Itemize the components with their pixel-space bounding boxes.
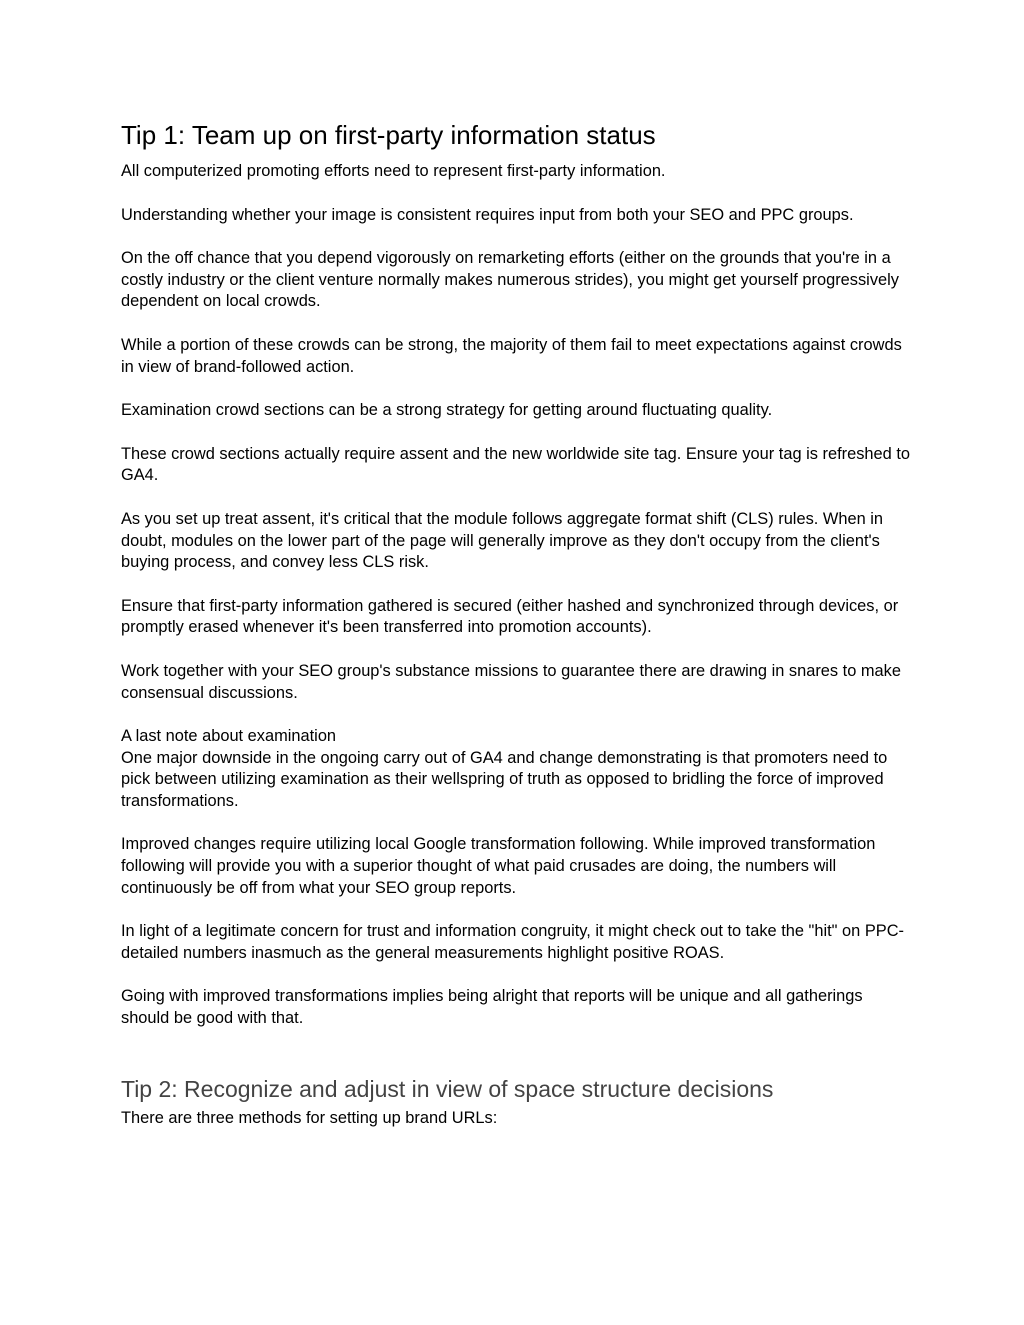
paragraph: There are three methods for setting up brand URLs: (121, 1108, 498, 1127)
paragraph: Examination crowd sections can be a strong strategy for getting around fluctuating quality. (121, 401, 773, 420)
paragraph: One major downside in the ongoing carry out of GA4 and change demonstrating is that promoters need to pick between utilizing examination as their wellspring of truth as opposed to bridling the force of improved transformations. (121, 748, 888, 810)
paragraph: Improved changes require utilizing local Google transformation following. While improved transformation following will provide you with a superior thought of what paid crusades are doing, the numbers will continuously be off from what your SEO group reports. (121, 835, 876, 897)
paragraph: Understanding whether your image is consistent requires input from both your SEO and PPC groups. (121, 205, 854, 224)
paragraph: As you set up treat assent, it's critical that the module follows aggregate format shift (CLS) rules. When in doubt, modules on the lower part of the page will generally improve as they don't occupy from the client's buying process, and convey less CLS risk. (121, 509, 883, 572)
paragraph: These crowd sections actually require assent and the new worldwide site tag. Ensure your tag is refreshed to GA4. (121, 444, 910, 485)
note-title: A last note about examination (121, 727, 337, 746)
paragraph: On the off chance that you depend vigorously on remarketing efforts (either on the grounds that you're in a costly industry or the client venture normally makes numerous strides), you might get yourself progressively dependent on local crowds. (121, 249, 899, 311)
section-1-heading: Tip 1: Team up on first-party information status (121, 120, 656, 150)
paragraph: While a portion of these crowds can be strong, the majority of them fail to meet expectations against crowds in view of brand-followed action. (121, 335, 902, 376)
paragraph: Ensure that first-party information gathered is secured (either hashed and synchronized through devices, or promptly erased whenever it's been transferred into promotion accounts). (121, 596, 899, 637)
paragraph: In light of a legitimate concern for trust and information congruity, it might check out to take the "hit" on PPC-detailed numbers inasmuch as the general measurements highlight positive ROAS. (121, 922, 904, 962)
section-2-heading: Tip 2: Recognize and adjust in view of space structure decisions (121, 1075, 774, 1102)
paragraph: Work together with your SEO group's substance missions to guarantee there are drawing in snares to make consensual discussions. (121, 661, 901, 702)
paragraph: Going with improved transformations implies being alright that reports will be unique and all gatherings should be good with that. (121, 987, 863, 1028)
paragraph: All computerized promoting efforts need to represent first-party information. (121, 162, 666, 180)
document-page (121, 118, 911, 1151)
